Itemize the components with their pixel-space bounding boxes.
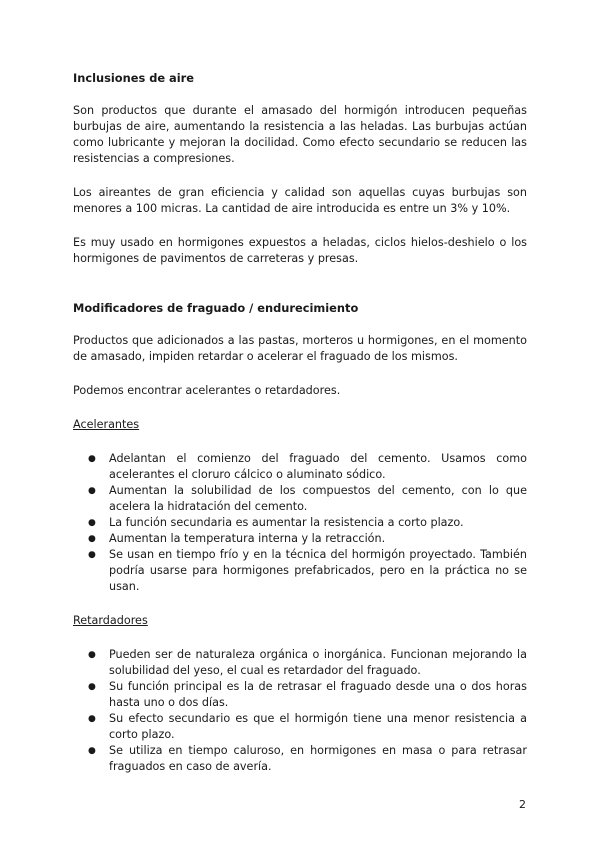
bullet-icon: ● [88,746,96,756]
list-item: ● Su efecto secundario es que el hormigón tiene una menor resistencia a corto plazo. [88,712,527,741]
list-item: ● Su función principal es la de retrasar el fraguado desde una o dos horas hasta uno o dos días. [88,680,527,709]
list-item: ● Aumentan la temperatura interna y la retracción. [88,532,386,545]
bullet-icon: ● [88,518,96,528]
list-item: ● Se utiliza en tiempo caluroso, en hormigones en masa o para retrasar fraguados en caso de avería. [88,744,527,773]
list-item: ● Pueden ser de naturaleza orgánica o inorgánica. Funcionan mejorando la solubilidad del yeso, el cual es retardador del fraguado. [88,648,527,677]
list-item: ● La función secundaria es aumentar la resistencia a corto plazo. [88,516,464,529]
paragraph: Son productos que durante el amasado del hormigón introducen pequeñas burbujas de aire, aumentando la resistencia a las heladas. Las burbujas actúan como lubricante y mejoran la docilidad. Como efecto secundario se reducen las resistencias a compresiones. [73,104,527,165]
bullet-icon: ● [88,486,96,496]
document-page [73,70,527,775]
bullet-icon: ● [88,534,96,544]
subheading-acelerantes: Acelerantes [73,418,140,431]
paragraph: Productos que adicionados a las pastas, morteros u hormigones, en el momento de amasado, impiden retardar o acelerar el fraguado de los mismos. [73,334,527,363]
bullet-icon: ● [88,682,96,692]
list-item: ● Se usan en tiempo frío y en la técnica del hormigón proyectado. También podría usarse para hormigones prefabricados, pero en la práctica no se usan. [88,548,527,593]
paragraph: Podemos encontrar acelerantes o retardadores. [73,384,341,397]
retardadores-list [73,647,527,775]
section-title-inclusiones-aire: Inclusiones de aire [73,71,194,85]
paragraph: Es muy usado en hormigones expuestos a heladas, ciclos hielos-deshielo o los hormigones de pavimentos de carreteras y presas. [73,236,527,265]
page-number: 2 [519,798,526,811]
list-item: ● Adelantan el comienzo del fraguado del cemento. Usamos como acelerantes el cloruro cálcico o aluminato sódico. [88,452,527,481]
subheading-retardadores: Retardadores [73,614,148,627]
bullet-icon: ● [88,650,96,660]
section-title-modificadores-fraguado: Modificadores de fraguado / endurecimiento [73,301,359,315]
acelerantes-list [73,451,527,595]
paragraph: Los aireantes de gran eficiencia y calidad son aquellas cuyas burbujas son menores a 100 micras. La cantidad de aire introducida es entre un 3% y 10%. [73,186,527,215]
list-item: ● Aumentan la solubilidad de los compuestos del cemento, con lo que acelera la hidratación del cemento. [88,484,527,513]
bullet-icon: ● [88,454,96,464]
bullet-icon: ● [88,714,96,724]
bullet-icon: ● [88,550,96,560]
